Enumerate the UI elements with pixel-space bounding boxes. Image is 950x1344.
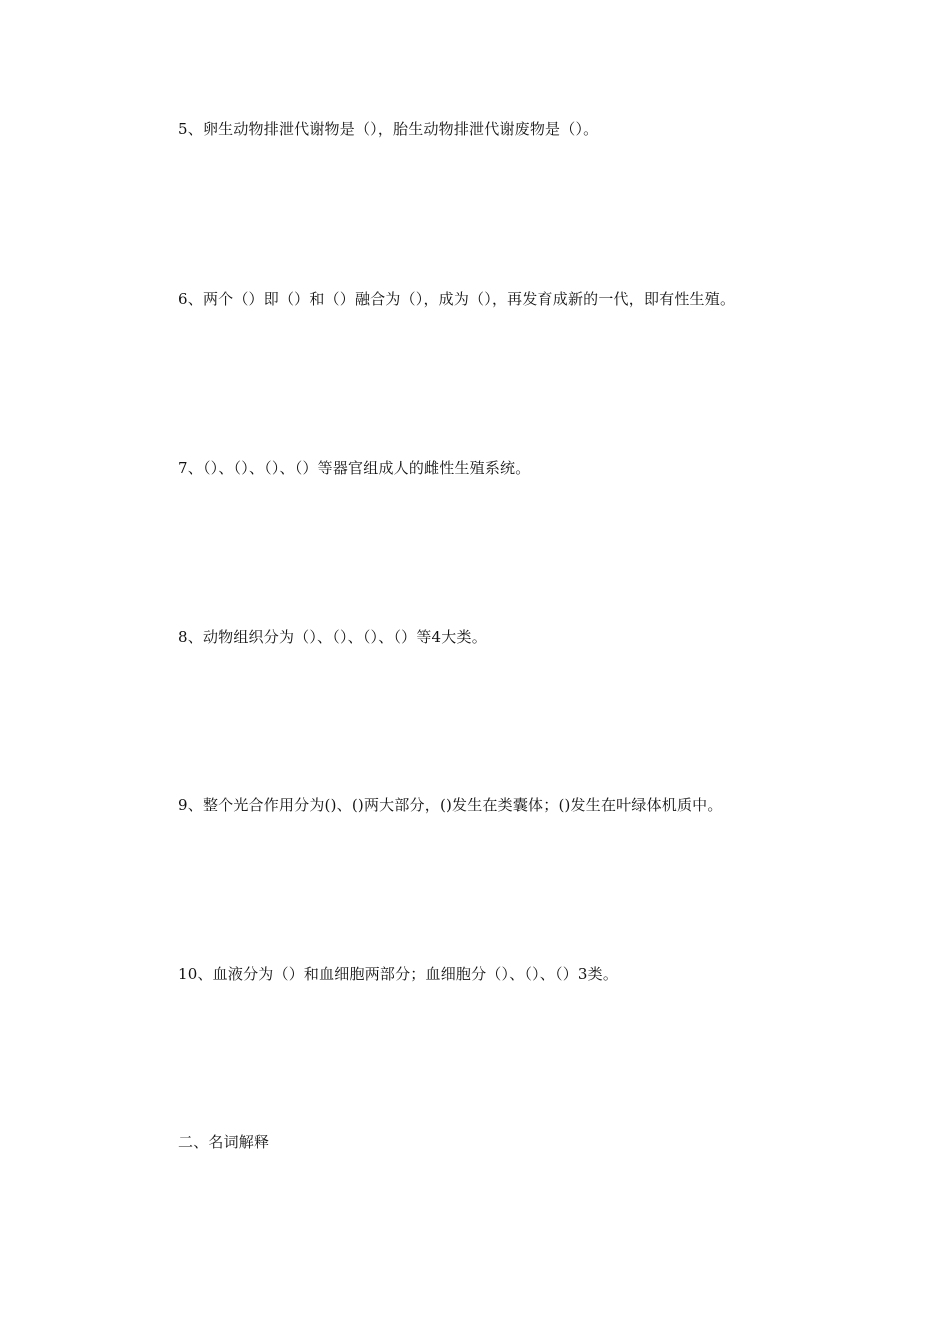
question-5: 5、卵生动物排泄代谢物是（），胎生动物排泄代谢废物是（）。 bbox=[178, 120, 599, 138]
question-8: 8、动物组织分为（）、（）、（）、（）等4大类。 bbox=[178, 628, 487, 646]
question-7: 7、（）、（）、（）、（）等器官组成人的雌性生殖系统。 bbox=[178, 459, 531, 477]
question-9: 9、整个光合作用分为()、()两大部分，()发生在类囊体；()发生在叶绿体机质中。 bbox=[178, 796, 723, 814]
question-6: 6、两个（）即（）和（）融合为（），成为（），再发育成新的一代，即有性生殖。 bbox=[178, 290, 736, 308]
section-heading: 二、名词解释 bbox=[178, 1133, 270, 1151]
question-10: 10、血液分为（）和血细胞两部分；血细胞分（）、（）、（）3类。 bbox=[178, 965, 619, 983]
